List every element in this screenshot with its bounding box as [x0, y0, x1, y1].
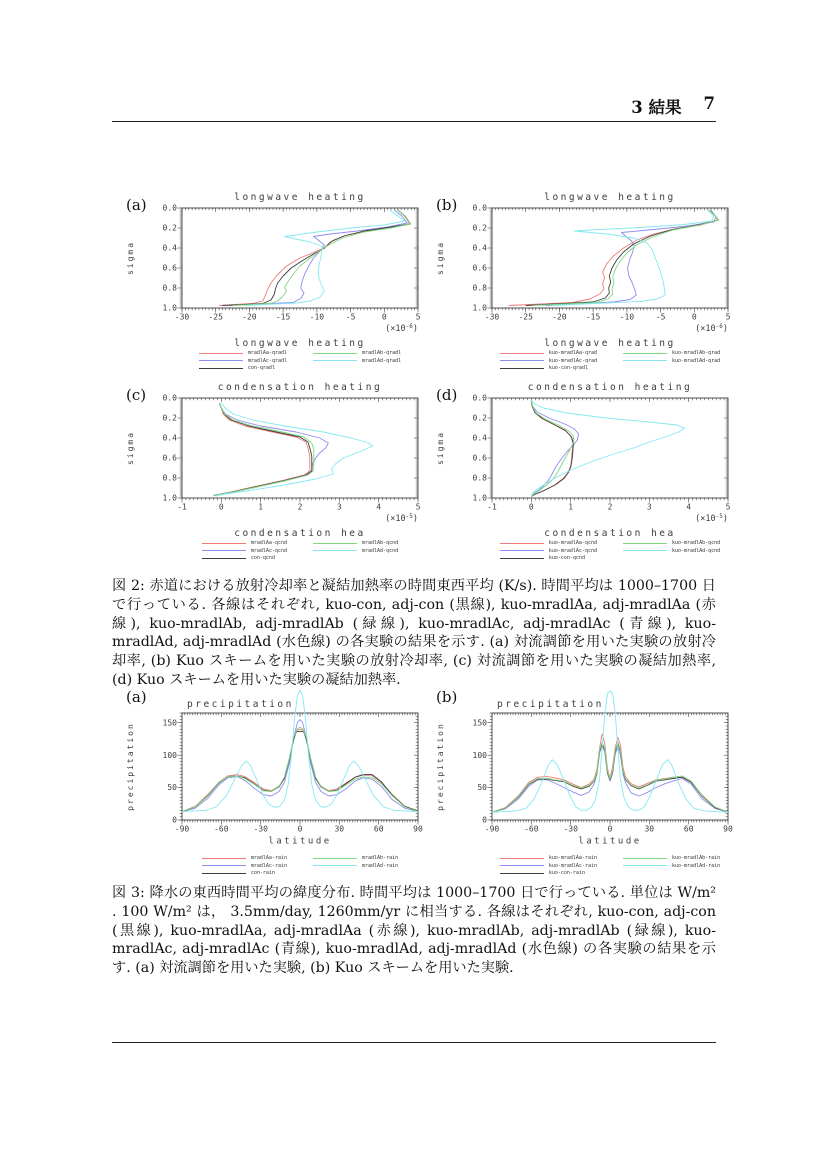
y-tick-labels	[473, 204, 488, 313]
svg-text:90: 90	[413, 824, 423, 834]
legend-fig2b	[430, 338, 742, 371]
legend-column	[623, 350, 720, 371]
svg-text:5: 5	[725, 502, 731, 512]
svg-text:0.8: 0.8	[162, 283, 177, 293]
legend-fig2c	[120, 528, 432, 561]
legend-entry	[500, 555, 597, 561]
plot-frame	[492, 398, 728, 498]
legend-entry	[199, 365, 287, 371]
svg-text:150: 150	[472, 718, 487, 728]
legend-entry-label: mradlAa-rain	[250, 855, 287, 861]
legend-line-sample	[500, 858, 544, 859]
legend-entry-label: con-qradl	[247, 365, 275, 371]
legend-entry-label: kuo-mradlAd-qrad	[672, 357, 721, 364]
x-tick-labels	[175, 313, 421, 322]
svg-text:0.4: 0.4	[472, 433, 487, 443]
legend-entry	[623, 540, 720, 546]
panel-title: precipitation	[497, 699, 604, 710]
legend-line-sample	[623, 550, 667, 551]
series-line-mradlAc-qradl	[229, 210, 407, 306]
panel-label-a: (a)	[126, 196, 147, 214]
svg-text:0: 0	[297, 824, 303, 834]
svg-text:0.8: 0.8	[472, 283, 487, 293]
figure2-panel-b	[430, 188, 742, 371]
legend-entry-label: mradlAb-qcnd	[362, 540, 399, 546]
legend-entry-label: kuo-mradlAc-rain	[548, 862, 597, 869]
y-tick-labels	[473, 394, 488, 503]
legend-line-sample	[500, 550, 544, 551]
series-line-mradlAc-rain	[182, 720, 418, 812]
legend-entry-label: kuo-mradlAa-rain	[548, 855, 597, 861]
svg-text:-90: -90	[484, 824, 500, 834]
svg-text:-10: -10	[619, 312, 635, 322]
axis-unit-label: $(\times 10^{-5})$	[695, 513, 728, 524]
svg-text:1.0: 1.0	[472, 493, 487, 503]
legend-column	[313, 540, 398, 561]
legend-line-sample	[500, 543, 544, 544]
legend-column	[623, 855, 720, 876]
legend-column	[313, 855, 398, 876]
svg-text:-90: -90	[174, 824, 190, 834]
chart-fig2c-condensation-heating	[120, 378, 432, 528]
svg-text:50: 50	[167, 783, 177, 793]
svg-text:150: 150	[162, 718, 177, 728]
legend-title: condensation hea	[544, 528, 676, 539]
header-rule	[112, 121, 716, 122]
legend-columns	[168, 855, 432, 876]
legend-line-sample	[623, 543, 667, 544]
legend-entry-label: mradlAb-qradl	[362, 350, 402, 356]
x-tick-labels	[175, 825, 423, 834]
svg-text:100: 100	[472, 750, 487, 760]
svg-text:0.6: 0.6	[472, 453, 487, 463]
chart-fig3a-precipitation	[120, 680, 432, 854]
series-line-kuo-mradlAc-qrad	[546, 210, 716, 306]
legend-line-sample	[623, 858, 667, 859]
chart-fig2a-longwave-heating	[120, 188, 432, 338]
legend-entry-label: kuo-mradlAb-qcnd	[672, 540, 721, 546]
plot-frame	[182, 398, 418, 498]
svg-text:0.4: 0.4	[162, 433, 177, 443]
page-header	[631, 94, 715, 118]
axis-unit-label: $(\times 10^{-6})$	[385, 323, 418, 334]
legend-line-sample	[623, 353, 667, 354]
page-number: 7	[703, 94, 715, 113]
legend-columns	[478, 855, 742, 876]
legend-line-sample	[500, 865, 544, 866]
y-axis-label: sigma	[126, 240, 135, 276]
legend-entry-label: kuo-mradlAa-qcnd	[548, 540, 597, 546]
panel-label-c: (c)	[126, 386, 147, 404]
panel-title: longwave heating	[234, 192, 366, 203]
legend-entry	[199, 358, 287, 364]
svg-text:0.8: 0.8	[162, 473, 177, 483]
legend-entry	[313, 350, 401, 356]
svg-text:0.8: 0.8	[472, 473, 487, 483]
svg-text:0: 0	[528, 502, 534, 512]
svg-text:0: 0	[172, 815, 177, 825]
svg-text:0.2: 0.2	[472, 223, 487, 233]
legend-line-sample	[202, 550, 246, 551]
panel-title: condensation heating	[217, 382, 383, 393]
series-line-kuo-mradlAd-qrad	[553, 210, 714, 306]
legend-line-sample	[202, 543, 246, 544]
legend-line-sample	[313, 543, 357, 544]
legend-line-sample	[500, 353, 544, 354]
svg-text:1.0: 1.0	[472, 303, 487, 313]
svg-text:-15: -15	[275, 312, 291, 322]
legend-entry-label: mradlAb-rain	[362, 855, 399, 861]
svg-text:4: 4	[376, 502, 382, 512]
axis-unit-label: $(\times 10^{-5})$	[385, 513, 418, 524]
legend-entry	[623, 548, 720, 554]
x-tick-labels	[177, 503, 420, 512]
svg-text:1.0: 1.0	[162, 493, 177, 503]
svg-text:0.6: 0.6	[472, 263, 487, 273]
x-axis-label: latitude	[268, 836, 332, 847]
legend-entry-label: mradlAa-qcnd	[250, 540, 287, 546]
legend-entry-label: kuo-mradlAc-qcnd	[548, 547, 597, 554]
legend-line-sample	[202, 873, 246, 874]
legend-columns	[478, 540, 742, 561]
legend-fig3b	[430, 855, 742, 876]
legend-entry	[202, 555, 287, 561]
legend-entry	[202, 870, 287, 876]
legend-entry	[500, 870, 597, 876]
legend-entry	[313, 358, 401, 364]
panel-title: precipitation	[187, 699, 294, 710]
x-tick-labels	[487, 503, 730, 512]
y-axis-label: precipitation	[126, 722, 135, 811]
svg-text:100: 100	[162, 750, 177, 760]
legend-line-sample	[199, 360, 243, 361]
svg-text:-5: -5	[655, 312, 666, 322]
svg-text:0: 0	[607, 824, 613, 834]
svg-text:0.2: 0.2	[162, 223, 177, 233]
legend-line-sample	[313, 353, 357, 354]
legend-entry-label: kuo-mradlAd-rain	[672, 862, 721, 869]
svg-text:-20: -20	[242, 312, 257, 322]
y-tick-labels	[163, 204, 178, 313]
legend-line-sample	[202, 865, 246, 866]
legend-column	[202, 855, 287, 876]
legend-entry-label: mradlAd-qcnd	[362, 547, 399, 554]
legend-line-sample	[313, 865, 357, 866]
legend-entry	[500, 548, 597, 554]
legend-line-sample	[202, 558, 246, 559]
panel-label-b: (b)	[436, 196, 458, 214]
series-line-con-rain	[182, 731, 418, 811]
svg-text:-15: -15	[585, 312, 601, 322]
legend-entry	[500, 863, 597, 869]
svg-text:0: 0	[218, 502, 224, 512]
legend-columns	[478, 350, 742, 371]
svg-text:0.6: 0.6	[162, 263, 177, 273]
legend-entry	[500, 540, 597, 546]
panel-title: longwave heating	[544, 192, 676, 203]
series-line-mradlAa-rain	[182, 729, 418, 811]
series-line-kuo-mradlAb-qcnd	[531, 400, 574, 497]
plot-frame	[492, 713, 728, 820]
legend-entry-label: kuo-con-qradl	[548, 365, 588, 371]
svg-text:60: 60	[373, 824, 384, 834]
legend-line-sample	[199, 353, 243, 354]
legend-entry	[202, 855, 287, 861]
legend-entry-label: kuo-mradlAa-qrad	[548, 350, 597, 356]
legend-entry	[623, 350, 720, 356]
svg-text:3: 3	[336, 502, 342, 512]
legend-entry	[313, 863, 398, 869]
svg-text:60: 60	[683, 824, 694, 834]
y-tick-labels	[163, 394, 178, 503]
legend-entry	[313, 548, 398, 554]
svg-text:0.4: 0.4	[162, 243, 177, 253]
figure3-caption: 図 3: 降水の東西時間平均の緯度分布. 時間平均は 1000–1700 日で行っている. 単位は W/m² . 100 W/m² は， 3.5mm/day, 1260mm/yr に相当する. 各線はそれぞれ, kuo-con, adj-con (黒線), kuo-mradlAa, adj-mradlAa (赤線), kuo-mradlAb, adj-mradlAb (緑線), kuo-mradlAc, adj-mradlAc (青線), kuo-mradlAd, adj-mradlAd (水色線) の各実験の結果を示す. (a) 対流調節を用いた実験, (b) Kuo スキームを用いた実験.	[112, 885, 716, 977]
svg-text:0.0: 0.0	[162, 393, 177, 403]
legend-entry-label: kuo-con-rain	[548, 870, 585, 876]
legend-line-sample	[313, 360, 357, 361]
x-tick-labels	[485, 313, 731, 322]
svg-text:30: 30	[644, 824, 655, 834]
y-axis-label: precipitation	[436, 722, 445, 811]
legend-title: condensation hea	[234, 528, 366, 539]
svg-text:90: 90	[723, 824, 733, 834]
svg-text:1: 1	[258, 502, 264, 512]
series-line-mradlAd-qcnd	[215, 403, 372, 496]
legend-title: longwave heating	[544, 338, 676, 349]
legend-column	[202, 540, 287, 561]
axis-unit-label: $(\times 10^{-6})$	[695, 323, 728, 334]
legend-entry	[500, 358, 597, 364]
svg-text:50: 50	[477, 783, 487, 793]
axis-ticks	[178, 398, 419, 503]
legend-entry-label: mradlAd-qradl	[362, 357, 402, 364]
svg-text:0: 0	[381, 312, 387, 322]
series-line-con-qradl	[223, 210, 410, 306]
figure2-panel-c	[120, 378, 432, 561]
y-axis-label: sigma	[436, 430, 445, 466]
legend-line-sample	[313, 550, 357, 551]
figure2-panel-a	[120, 188, 432, 371]
legend-entry	[313, 540, 398, 546]
legend-entry-label: con-rain	[250, 870, 275, 876]
chart-fig2b-longwave-heating	[430, 188, 742, 338]
svg-text:0.0: 0.0	[472, 393, 487, 403]
svg-text:-60: -60	[214, 824, 229, 834]
y-tick-labels	[163, 718, 178, 824]
figure2-caption: 図 2: 赤道における放射冷却率と凝結加熱率の時間東西平均 (K/s). 時間平均は 1000–1700 日で行っている. 各線はそれぞれ, kuo-con, adj-con (黒線), kuo-mradlAa, adj-mradlAa (赤線), kuo-mradlAb, adj-mradlAb (緑線), kuo-mradlAc, adj-mradlAc (青線), kuo-mradlAd, adj-mradlAd (水色線) の各実験の結果を示す. (a) 対流調節を用いた実験の放射冷却率, (b) Kuo スキームを用いた実験の放射冷却率, (c) 対流調節を用いた実験の凝結加熱率, (d) Kuo スキームを用いた実験の凝結加熱率.	[112, 578, 716, 688]
legend-entry-label: kuo-mradlAd-qcnd	[672, 547, 721, 554]
legend-line-sample	[313, 858, 357, 859]
svg-text:0.6: 0.6	[162, 453, 177, 463]
svg-text:-30: -30	[484, 312, 500, 322]
svg-text:2: 2	[607, 502, 613, 512]
legend-title: longwave heating	[234, 338, 366, 349]
legend-column	[199, 350, 287, 371]
figure3-panel-b	[430, 680, 742, 876]
legend-entry	[500, 350, 597, 356]
axis-ticks	[488, 398, 729, 503]
legend-column	[500, 540, 597, 561]
svg-text:3: 3	[646, 502, 652, 512]
axis-ticks	[178, 208, 419, 313]
legend-line-sample	[202, 858, 246, 859]
svg-text:5: 5	[415, 312, 421, 322]
series-lines	[214, 403, 373, 496]
svg-text:-60: -60	[524, 824, 539, 834]
legend-column	[623, 540, 720, 561]
series-line-kuo-mradlAd-qcnd	[531, 400, 684, 497]
legend-entry-label: mradlAa-qradl	[247, 350, 287, 356]
svg-text:-1: -1	[487, 502, 497, 512]
series-line-kuo-mradlAb-qrad	[533, 210, 718, 306]
svg-text:0: 0	[482, 815, 487, 825]
svg-text:-30: -30	[253, 824, 268, 834]
legend-column	[313, 350, 401, 371]
legend-entry-label: kuo-mradlAb-rain	[672, 855, 721, 861]
legend-entry-label: kuo-mradlAc-qrad	[548, 357, 597, 364]
legend-entry	[202, 863, 287, 869]
section-heading: 3 結果	[631, 98, 682, 117]
svg-text:0.4: 0.4	[472, 243, 487, 253]
legend-fig3a	[120, 855, 432, 876]
chart-fig3b-precipitation	[430, 680, 742, 854]
legend-entry-label: kuo-mradlAb-qrad	[672, 350, 721, 356]
svg-text:30: 30	[334, 824, 345, 834]
svg-text:5: 5	[725, 312, 731, 322]
legend-column	[500, 855, 597, 876]
series-lines	[509, 210, 719, 306]
x-tick-labels	[485, 825, 733, 834]
legend-line-sample	[500, 558, 544, 559]
legend-entry	[202, 548, 287, 554]
svg-text:0: 0	[691, 312, 697, 322]
svg-text:-25: -25	[518, 312, 533, 322]
svg-text:0.2: 0.2	[162, 413, 177, 423]
legend-entry	[500, 855, 597, 861]
legend-entry	[500, 365, 597, 371]
legend-columns	[168, 540, 432, 561]
y-axis-label: sigma	[126, 430, 135, 466]
figure3-panel-a	[120, 680, 432, 876]
legend-entry	[623, 358, 720, 364]
x-axis-label: latitude	[578, 836, 642, 847]
svg-text:1: 1	[568, 502, 574, 512]
legend-column	[500, 350, 597, 371]
series-line-mradlAd-qradl	[246, 210, 404, 306]
y-axis-label: sigma	[436, 240, 445, 276]
series-lines	[219, 210, 411, 306]
series-lines	[531, 400, 684, 497]
legend-entry-label: mradlAd-rain	[362, 862, 399, 869]
svg-text:5: 5	[415, 502, 421, 512]
legend-entry-label: mradlAc-qcnd	[250, 547, 287, 554]
y-tick-labels	[473, 718, 488, 824]
svg-text:0.0: 0.0	[472, 203, 487, 213]
panel-title: condensation heating	[527, 382, 693, 393]
series-line-mradlAb-qradl	[233, 210, 410, 306]
legend-entry-label: mradlAc-rain	[250, 862, 287, 869]
svg-text:0.2: 0.2	[472, 413, 487, 423]
svg-text:-30: -30	[563, 824, 578, 834]
legend-line-sample	[623, 865, 667, 866]
svg-text:-20: -20	[552, 312, 567, 322]
legend-entry-label: kuo-con-qcnd	[548, 555, 585, 561]
series-line-mradlAa-qradl	[219, 210, 411, 306]
legend-line-sample	[623, 360, 667, 361]
legend-entry-label: con-qcnd	[250, 555, 275, 561]
legend-entry	[199, 350, 287, 356]
legend-line-sample	[500, 368, 544, 369]
legend-line-sample	[199, 368, 243, 369]
svg-text:-30: -30	[174, 312, 190, 322]
series-line-kuo-mradlAa-rain	[492, 734, 728, 812]
series-line-mradlAb-qcnd	[214, 403, 314, 496]
legend-entry	[623, 855, 720, 861]
svg-text:-1: -1	[177, 502, 187, 512]
svg-text:-10: -10	[309, 312, 325, 322]
legend-columns	[168, 350, 432, 371]
chart-fig2d-condensation-heating	[430, 378, 742, 528]
series-line-mradlAb-rain	[182, 727, 418, 811]
legend-entry	[202, 540, 287, 546]
legend-entry	[623, 863, 720, 869]
legend-fig2a	[120, 338, 432, 371]
legend-line-sample	[500, 360, 544, 361]
legend-entry-label: mradlAc-qradl	[247, 357, 287, 364]
svg-text:4: 4	[686, 502, 692, 512]
legend-entry	[313, 855, 398, 861]
series-line-mradlAc-qcnd	[214, 403, 329, 496]
footer-rule	[112, 1042, 716, 1043]
svg-text:2: 2	[297, 502, 303, 512]
svg-text:1.0: 1.0	[162, 303, 177, 313]
panel-label-fig3-b: (b)	[436, 688, 458, 706]
svg-text:0.0: 0.0	[162, 203, 177, 213]
figure2-panel-d	[430, 378, 742, 561]
legend-line-sample	[500, 873, 544, 874]
svg-text:-5: -5	[345, 312, 356, 322]
panel-label-fig3-a: (a)	[126, 688, 147, 706]
panel-label-d: (d)	[436, 386, 458, 404]
svg-text:-25: -25	[208, 312, 223, 322]
legend-fig2d	[430, 528, 742, 561]
